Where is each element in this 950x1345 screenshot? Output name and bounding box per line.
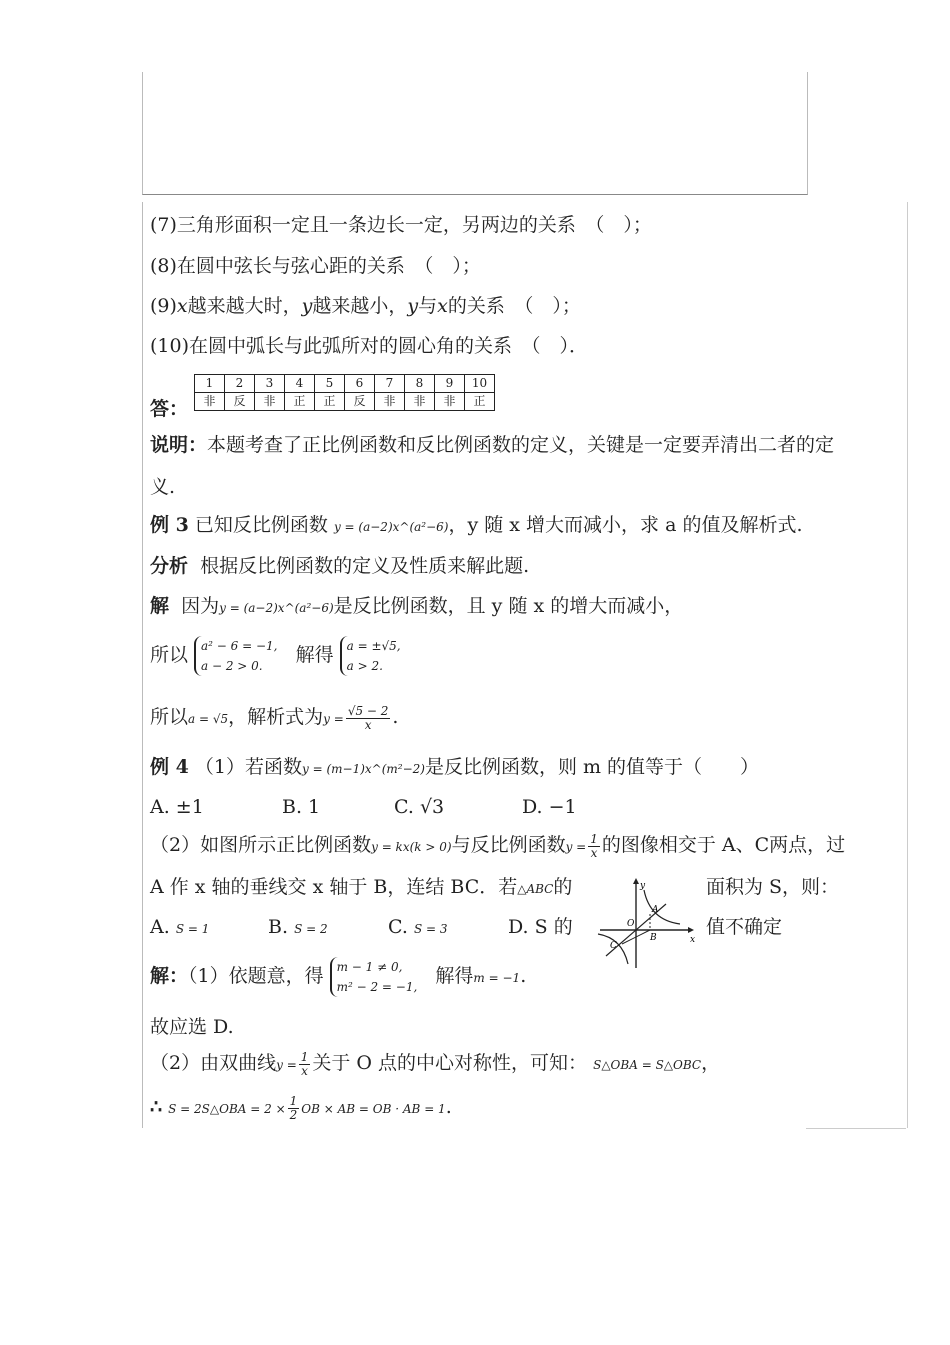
solution-4-2-fraction: [299, 1051, 311, 1078]
solution-4-text: 解得: [435, 965, 474, 987]
equation-system-3: [330, 957, 418, 997]
answer-value-cell: 反: [225, 393, 255, 411]
system-line: a > 2.: [346, 659, 383, 673]
solve-text: 解得: [295, 644, 334, 666]
answer-value-cell: 非: [435, 393, 465, 411]
option-value: S = 3: [413, 922, 448, 936]
system-line: a − 2 > 0.: [201, 659, 263, 673]
example-4-part-2: [150, 830, 845, 862]
ex4-option-b: B. 1: [282, 796, 321, 818]
ex4-2-formula: y = kx(k > 0): [371, 840, 452, 854]
ex4-2-option-d: D. S 的: [508, 916, 573, 938]
system-line: a² − 6 = −1,: [201, 639, 278, 653]
example-3-label: 例 3: [150, 514, 189, 536]
frame-bottom-line: [806, 1128, 906, 1129]
solution-label: 解: [150, 595, 170, 617]
example-3-text: 已知反比例函数: [194, 514, 328, 536]
solution-4-text: .: [520, 965, 527, 987]
fraction-numerator: √5 − 2: [347, 703, 389, 718]
result-formula: a = √5: [188, 712, 229, 726]
fraction-denominator: 2: [289, 1107, 298, 1122]
final-formula: S = 2S△OBA = 2 ×: [168, 1102, 286, 1116]
solution-3-result: [150, 700, 398, 736]
ex4-2-text: 的: [553, 876, 573, 898]
fraction-denominator: x: [590, 845, 598, 860]
answer-number-cell: 2: [225, 375, 255, 393]
ex4-option-c: C. √3: [394, 796, 445, 818]
answer-number-cell: 10: [465, 375, 495, 393]
answer-value-cell: 非: [255, 393, 285, 411]
final-text: .: [445, 1096, 452, 1118]
q9-var: x: [437, 295, 448, 317]
answer-value-cell: 反: [345, 393, 375, 411]
graph-label-y: y: [640, 881, 646, 891]
solution-4-2-text: 关于 O 点的中心对称性，可知：: [312, 1052, 588, 1074]
graph-label-x: x: [690, 935, 696, 945]
answer-number-cell: 7: [375, 375, 405, 393]
final-formula: OB × AB = OB · AB = 1: [301, 1102, 446, 1116]
fraction-denominator: x: [301, 1063, 308, 1078]
answer-number-cell: 3: [255, 375, 285, 393]
fraction-numerator: 1: [289, 1093, 298, 1108]
example-3-text: ，y 随 x 增大而减小，求 a 的值及解析式.: [448, 514, 803, 536]
graph-label-c: C: [610, 941, 617, 951]
solution-4-2-y: y =: [276, 1058, 297, 1072]
ex4-2-line-2: [150, 874, 572, 902]
solution-4-2-formula: S△OBA = S△OBC: [593, 1058, 702, 1072]
graph-label-b: B: [650, 933, 657, 943]
answer-number-cell: 4: [285, 375, 315, 393]
q9-text: 越来越小，: [312, 295, 408, 317]
ex4-2-line-2-end: 面积为 S，则：: [706, 876, 840, 898]
top-frame: [142, 72, 808, 195]
example-4: [150, 754, 759, 782]
answer-number-cell: 6: [345, 375, 375, 393]
option-label: C.: [388, 916, 408, 938]
equation-system-2: [340, 636, 401, 676]
system-line: m² − 2 = −1,: [336, 980, 418, 994]
answer-value-cell: 正: [315, 393, 345, 411]
solution-text: 因为: [181, 595, 220, 617]
analysis: [150, 553, 529, 579]
note-label: 说明：: [150, 434, 208, 456]
answer-value-cell: 正: [285, 393, 315, 411]
example-4-formula: y = (m−1)x^(m²−2): [301, 762, 425, 776]
result-fraction: [346, 705, 391, 732]
triangle-symbol: △ABC: [517, 882, 554, 896]
question-9: [150, 293, 581, 319]
equation-system-1: [194, 636, 277, 676]
answer-number-cell: 1: [195, 375, 225, 393]
q9-var: y: [407, 295, 419, 317]
example-4-text: 是反比例函数，则 m 的值等于（ ）: [424, 756, 760, 778]
fraction-numerator: 1: [300, 1049, 309, 1064]
graph-label-o: O: [627, 919, 635, 929]
question-10: (10)在圆中弧长与此弧所对的圆心角的关系 （ ）．: [150, 335, 589, 357]
solution-4-2-text: （2）由双曲线: [150, 1052, 277, 1074]
answer-number-cell: 9: [435, 375, 465, 393]
graph-label-a: A: [652, 905, 659, 915]
solution-3: [150, 593, 683, 621]
ex4-2-text: 与反比例函数: [451, 834, 566, 856]
ex4-2-y: y =: [565, 840, 587, 854]
solution-4: [150, 953, 526, 1001]
ex4-option-a: A. ±1: [150, 796, 204, 818]
solution-4-2-text: ，: [701, 1052, 721, 1074]
q9-text: 的关系 （ ）；: [447, 295, 581, 317]
ex4-2-text: （2）如图所示正比例函数: [150, 834, 372, 856]
q9-var: x: [176, 295, 188, 317]
so-text: .: [392, 706, 399, 728]
so-text: ，解析式为: [228, 706, 324, 728]
solution-3-system: [150, 632, 407, 678]
ex4-2-option-c: [388, 914, 448, 942]
example-4-text: （1）若函数: [194, 756, 302, 778]
fraction-denominator: x: [364, 717, 372, 732]
answer-value-cell: 非: [195, 393, 225, 411]
question-8: (8)在圆中弦长与弦心距的关系 （ ）；: [150, 255, 481, 277]
analysis-label: 分析: [150, 555, 189, 577]
note-text: 本题考查了正比例函数和反比例函数的定义，关键是一定要弄清出二者的定: [207, 434, 835, 456]
solution-text: 是反比例函数，且 y 随 x 的增大而减小，: [333, 595, 684, 617]
therefore-symbol: ∴: [150, 1096, 163, 1118]
answer-value-row: [195, 393, 495, 411]
solution-formula: y = (a−2)x^(a²−6): [219, 601, 334, 615]
system-line: a = ±√5,: [346, 639, 401, 653]
answer-value-cell: 正: [465, 393, 495, 411]
fraction-numerator: 1: [590, 831, 598, 846]
answer-number-row: [195, 375, 495, 393]
note-line-1: [150, 432, 834, 458]
answer-number-cell: 5: [315, 375, 345, 393]
example-3-formula: y = (a−2)x^(a²−6): [333, 520, 449, 534]
final-line: [150, 1090, 452, 1126]
example-4-label: 例 4: [150, 756, 189, 778]
y-axis-arrow: [633, 878, 639, 884]
answer-table: [194, 374, 495, 411]
final-fraction: [288, 1095, 300, 1122]
option-label: A.: [150, 916, 170, 938]
so-text: 所以: [150, 644, 189, 666]
answer-value-cell: 非: [375, 393, 405, 411]
ex4-2-option-d-end: 值不确定: [706, 916, 783, 938]
solution-4-label: 解：: [150, 965, 189, 987]
ex4-2-option-a: [150, 914, 209, 942]
q9-num: (9): [150, 295, 177, 317]
solution-4-result: m = −1: [473, 971, 521, 985]
solution-4-part-2: [150, 1046, 720, 1082]
option-value: S = 1: [175, 922, 210, 936]
ex4-2-text: A 作 x 轴的垂线交 x 轴于 B，连结 BC．若: [150, 876, 518, 898]
option-label: B.: [268, 916, 289, 938]
choose-answer: 故应选 D.: [150, 1016, 234, 1038]
x-axis-arrow: [688, 927, 694, 933]
ex4-2-text: 的图像相交于 A、C两点，过: [601, 834, 846, 856]
q9-text: 与: [418, 295, 438, 317]
answer-number-cell: 8: [405, 375, 435, 393]
example-3: [150, 512, 802, 540]
q9-text: 越来越大时，: [187, 295, 302, 317]
ex4-2-option-b: [268, 914, 328, 942]
q9-var: y: [301, 295, 313, 317]
answer-value-cell: 非: [405, 393, 435, 411]
answer-label: 答：: [150, 398, 189, 420]
result-y: y =: [323, 712, 344, 726]
so-text: 所以: [150, 706, 189, 728]
function-graph: [592, 876, 696, 972]
system-line: m − 1 ≠ 0,: [336, 960, 403, 974]
ex4-2-fraction: [588, 833, 600, 860]
option-value: S = 2: [294, 922, 328, 936]
note-line-2: 义.: [150, 476, 176, 498]
analysis-text: 根据反比例函数的定义及性质来解此题.: [200, 555, 530, 577]
solution-4-text: （1）依题意，得: [188, 965, 324, 987]
question-7: (7)三角形面积一定且一条边长一定，另两边的关系 （ ）；: [150, 214, 652, 236]
ex4-option-d: D. −1: [522, 796, 577, 818]
